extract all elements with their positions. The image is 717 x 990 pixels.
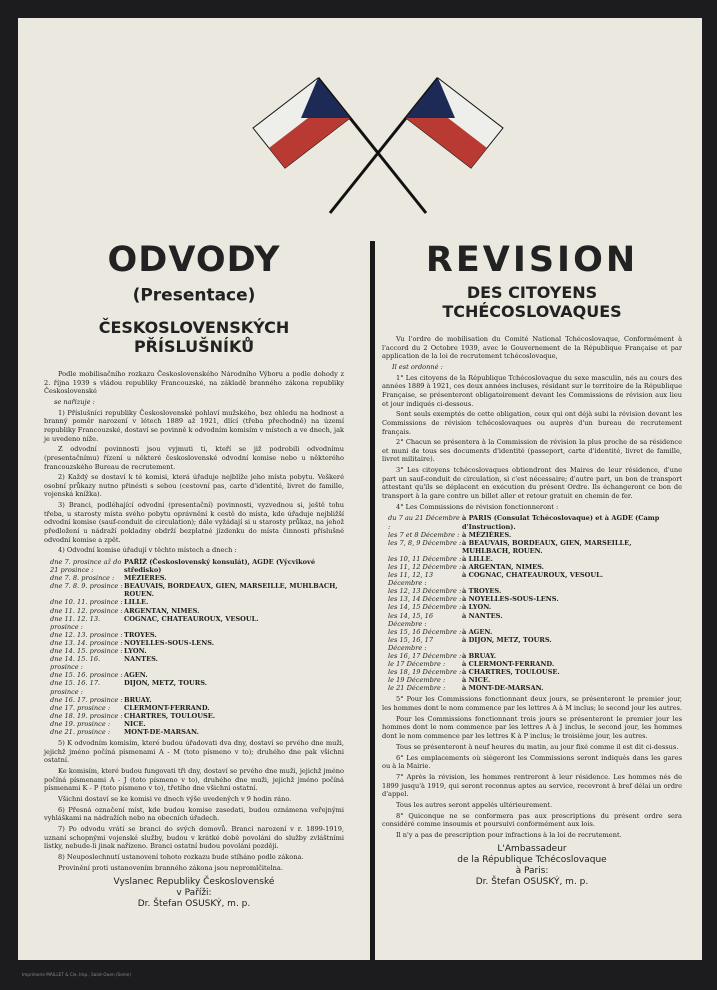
czech-signature [44,877,344,910]
czech-sig-line2: v Paříži: [176,887,212,898]
czech-location-town: DIJON, METZ, TOURS. [124,679,208,688]
czech-title-paren: (Presentace) [132,285,256,306]
czech-location-date: dne 21. prosince : [50,727,111,736]
czech-location-town: ARGENTAN, NIMES. [124,606,200,615]
czech-flag-right [406,78,503,168]
czech-location-date: dne 14. 15. 16. prosince : [50,655,101,672]
czech-p5b: Ke komisím, které budou fungovati tři dny, dostaví se prvého dne muži, jejichž jméno počíná písmenami A - J (toto písmeno v to), druhého dne muži, jejichž jméno počíná písmenami K - P (toto písmeno v to), třetího dne všichni ostatní. [44,767,344,793]
french-location-date: le 19 Décembre : [388,676,446,685]
czech-location-date: dne 18. 19. prosince : [50,711,123,720]
czech-location-town: MONT-DE-MARSAN. [124,727,199,736]
french-subtitle: DES CITOYENS TCHÉCOSLOVAQUES [442,283,622,321]
czech-location-town: CHARTRES, TOULOUSE. [124,711,216,720]
french-location-row [388,514,682,530]
czech-p5c: Všichni dostaví se ke komisi ve dnech výše uvedených v 9 hodin ráno. [58,795,292,803]
czech-p1: 1) Příslušníci republiky Československé pohlaví mužského, bez ohledu na hodnost a branný poměr narození v létech 1889 až 1921, dlící (třeba přechodně) na území republiky Francouzské, dostaví se povinně k odvodním komisím v místech a ve dnech, jak je uvedeno níže. [44,408,344,443]
french-location-row [388,563,682,571]
french-location-town: à NANTES. [462,611,503,620]
french-location-date: les 15, 16 Décembre : [388,627,462,636]
french-location-date: les 16, 17 Décembre : [388,652,462,660]
czech-subtitle: ČESKOSLOVENSKÝCH PŘÍSLUŠNÍKŮ [98,318,290,356]
czech-p5: 5) K odvodním komisím, které budou úřadovati dva dny, dostaví se prvého dne muži, jejichž jméno počíná písmenami A - M (toto písmeno v to); druhého dne pak všichni ostatní. [44,739,344,765]
french-location-town: à MONT-DE-MARSAN. [462,684,544,693]
french-p2: 2° Chacun se présentera à la Commission de révision la plus proche de sa résidence et muni de tous ses documents d'identité (passeport, carte d'identité, livret de famille, livret militaire). [382,438,682,464]
czech-title [44,240,344,313]
czech-location-town: NANTES. [124,655,158,664]
french-location-town: à LILLE. [462,554,493,563]
french-location-date: les 10, 11 Décembre : [388,554,462,563]
french-location-date: le 21 Décembre : [388,684,446,693]
french-p7: 7° Après la révision, les hommes rentreront à leur résidence. Les hommes nés de 1899 jusqu'à 1919, qui seront reconnus aptes au service, recevront à bref délai un ordre d'appel. [382,772,682,799]
czech-location-town: NICE. [124,719,146,728]
czech-location-town: COGNAC, CHATEAUROUX, VESOUL. [124,614,259,623]
french-intro: Vu l'ordre de mobilisation du Comité National Tchécoslovaque, Conformément à l'accord du 2 Octobre 1939, avec le Gouvernement de la République Française et par application de la loi de recrutement tchécoslovaque, [382,335,682,361]
french-p8b: Il n'y a pas de prescription pour infractions à la loi de recrutement. [396,831,622,840]
french-location-list [388,514,682,692]
czech-location-row [50,558,344,574]
french-location-town: à TROYES. [462,587,502,596]
french-sig-line2: de la République Tchécoslovaque [457,854,607,865]
czech-location-date: dne 14. 15. prosince : [50,647,123,656]
czech-location-town: PAŘÍŽ (Československý konsulát), AGDE (Výcvikové středisko) [124,558,316,575]
czech-title-text: ODVODY [107,240,281,280]
french-location-row [388,595,682,603]
czech-intro: Podle mobilisačního rozkazu Československého Národního Výboru a podle dohody z 2. října 1939 s vládou republiky Francouzské, na základě branného zákona republiky Československé [44,370,344,396]
czech-location-town: NOYELLES-SOUS-LENS. [124,638,215,647]
czech-location-town: AGEN. [124,671,148,680]
french-location-town: à DIJON, METZ, TOURS. [462,635,552,644]
french-title: REVISION [425,240,639,280]
czech-body [44,370,344,873]
french-location-date: les 14, 15, 16 Décembre : [388,611,434,628]
czech-location-date: dne 17. prosince : [50,703,111,712]
czech-p8b: Provinění proti ustanovením branného zákona jsou nepromlčitelna. [58,863,283,872]
czech-location-row [50,574,344,582]
french-p5: 5° Pour les Commissions fonctionnant deux jours, se présenteront le premier jour, les hommes dont le nom commence par les lettres A à M inclus; le second jour les autres. [382,695,683,713]
czech-location-row [50,647,344,655]
french-location-date: les 15, 16, 17 Décembre : [388,635,434,652]
french-location-town: à NOYELLES-SOUS-LENS. [462,595,559,604]
french-signature [382,844,682,888]
czech-sig-line3: Dr. Štefan OSUSKÝ, m. p. [137,898,251,909]
czech-location-row [50,712,344,720]
czech-location-date: dne 16. 17. prosince : [50,695,123,704]
french-location-row [388,571,682,587]
french-p1: 1° Les citoyens de la République Tchécoslovaque du sexe masculin, nés au cours des années 1889 à 1921, ces deux années incluses, résidant sur le territoire de la République Française, se présenteront obligatoirement devant les Commissions de révision aux lieu et jour indiqués ci-dessous. [382,373,682,408]
czech-location-row [50,671,344,679]
french-ordonne: Il est ordonné : [392,362,443,371]
czech-location-date: dne 7. 8. prosince : [50,574,115,583]
french-sig-line1: L'Ambassadeur [497,843,567,854]
czech-location-date: dne 11. 12. prosince : [50,606,123,615]
column-divider [370,241,375,961]
french-location-town: à AGEN. [462,627,493,636]
french-location-row [388,555,682,563]
czech-location-date: dne 12. 13. prosince : [50,630,123,639]
french-location-row [388,531,682,539]
czech-location-date: dne 11. 12. 13. prosince : [50,614,101,631]
czech-location-date: dne 13. 14. prosince : [50,638,123,647]
crossed-flags-icon [248,58,508,228]
czech-p4: 4) Odvodní komise úřadují v těchto místech a dnech : [58,546,237,555]
czech-location-row [50,582,344,598]
french-location-town: à BEAUVAIS, BORDEAUX, GIEN, MARSEILLE, MUHLBACH, ROUEN. [462,538,632,555]
czech-location-town: LYON. [124,647,147,656]
french-location-row [388,660,682,668]
czech-column [44,233,344,910]
french-location-row [388,587,682,595]
french-p1b: Sont seuls exemptés de cette obligation, ceux qui ont déjà subi la révision devant les Commissions de révision tchécoslovaques ou auprès d'un bureau de recrutement français. [382,410,682,436]
french-p3: 3° Les citoyens tchécoslovaques obtiendront des Maires de leur résidence, d'une part un sauf-conduit de circulation, si c'est nécessaire; d'autre part, un bon de transport attestant qu'ils se déplacent en exécution du présent Ordre. Ils échangeront ce bon de transport à la gare contre un billet aller et retour gratuit en chemin de fer. [382,466,682,501]
czech-flag-left [253,78,350,168]
french-location-row [388,636,682,652]
czech-location-row [50,639,344,647]
french-p7b: Tous les autres seront appelés ultérieurement. [396,800,553,809]
czech-location-row [50,696,344,704]
french-column [382,233,682,888]
czech-narizuje: se nařizuje : [54,397,95,406]
czech-location-town: BEAUVAIS, BORDEAUX, GIEN, MARSEILLE, MUHLBACH, ROUEN. [124,582,338,599]
czech-p7: 7) Po odvodu vrátí se branci do svých domovů. Branci narození v r. 1899-1919, uznaní schopnými vojenské služby, budou v krátké době povoláni do služby zvláštními lístky, nebude-li jinak nařízeno. Branci ostatní budou povoláni později. [44,825,344,851]
czech-location-date: dne 10. 11. prosince : [50,598,123,607]
french-location-date: les 13, 14 Décembre : [388,595,462,604]
czech-location-list [50,558,344,736]
printer-credit: Imprimerie MAILLET & Cie, Imp., Saint-Ouen (Seine) [22,972,131,977]
czech-location-date: dne 7. prosince až do 21 prosince : [50,558,122,575]
french-p5c: Tous se présenteront à neuf heures du matin, au jour fixé comme il est dit ci-dessus. [396,742,679,751]
czech-sig-line1: Vyslanec Republiky Československé [113,876,275,887]
french-location-row [388,539,682,555]
czech-location-date: dne 19. prosince : [50,719,111,728]
french-location-date: les 11, 12, 13 Décembre : [388,571,434,588]
czech-location-date: dne 7. 8. 9. prosince : [50,582,123,591]
czech-p2: 2) Každý se dostaví k té komisi, která úřaduje nejblíže jeho místa pobytu. Veškeré osobní průkazy nutno přinésti s sebou (cestovní pas, carte d'identité, livret de famille, vojenská knížka). [44,473,344,499]
french-location-date: les 12, 13 Décembre : [388,587,462,596]
french-body [382,335,682,840]
french-location-town: à PARIS (Consulat Tchécoslovaque) et à AGDE (Camp d'Instruction). [462,514,660,531]
french-location-date: les 14, 15 Décembre : [388,603,462,612]
french-location-town: à ARGENTAN, NIMES. [462,562,544,571]
french-location-row [388,668,682,676]
french-location-town: à NICE. [462,676,491,685]
french-location-date: les 7 et 8 Décembre : [388,530,460,539]
czech-location-row [50,679,344,695]
czech-location-town: CLERMONT-FERRAND. [124,703,210,712]
french-location-date: le 17 Décembre : [388,660,446,669]
french-location-row [388,652,682,660]
czech-location-date: dne 15. 16. prosince : [50,671,123,680]
french-location-date: les 18, 19 Décembre : [388,668,462,677]
french-location-town: à MÉZIÈRES. [462,530,512,539]
french-location-row [388,628,682,636]
czech-p6: 6) Přesná označení míst, kde budou komise zasedati, budou oznámena veřejnými vyhláškami na nádražích nebo na obecních úřadech. [44,805,344,823]
french-location-date: les 7, 8, 9 Décembre : [388,538,462,547]
czech-location-row [50,720,344,728]
czech-location-row [50,704,344,712]
czech-location-town: LILLE. [124,598,149,607]
czech-location-row [50,728,344,736]
french-p6: 6° Les emplacements où siègeront les Commissions seront indiqués dans les gares ou à la Mairie. [382,753,682,771]
czech-location-town: BRUAY. [124,695,152,704]
czech-p8: 8) Neuposlechnutí ustanovení tohoto rozkazu bude stíháno podle zákona. [58,853,304,862]
czech-location-row [50,631,344,639]
french-location-town: à CHARTRES, TOULOUSE. [462,668,560,677]
french-location-town: à CLERMONT-FERRAND. [462,660,555,669]
czech-location-row [50,607,344,615]
french-location-row [388,603,682,611]
french-location-date: les 11, 12 Décembre : [388,562,462,571]
czech-location-row [50,598,344,606]
czech-p1b: Z odvodní povinnosti jsou vyjmuti ti, kteří se již podrobili odvodnímu (presentačnímu) řízení u některé československé odvodní komise nebo u některého francouzského Bureau de recrutement. [44,445,344,471]
french-location-row [388,612,682,628]
czech-location-row [50,615,344,631]
french-p5b: Pour les Commissions fonctionnant trois jours se présenteront le premier jour les hommes dont le nom commence par les lettres A à J inclus, le second jour, les hommes dont le nom commence par les lettres K à P inclus; le troisième jour, les autres. [382,714,682,741]
french-sig-line3: à Paris: [515,865,549,876]
french-location-town: à LYON. [462,603,492,612]
french-location-date: du 7 au 21 Décembre : [388,514,460,531]
czech-location-town: TROYES. [124,630,157,639]
czech-location-town: MÉZIÈRES. [124,574,167,583]
french-p4: 4° Les Commissions de révision fonctionneront : [396,502,559,511]
czech-location-date: dne 15. 16. 17. prosince : [50,679,101,696]
french-location-town: à BRUAY. [462,652,497,660]
french-location-town: à COGNAC, CHATEAUROUX, VESOUL. [462,571,604,580]
poster [18,18,702,960]
czech-p3: 3) Branci, podléhající odvodní (presentační) povinnosti, vyzvednou si, ještě tohu třeba, u starosty místa svého pobytu oprávnění k cestě do místa, kde úřaduje nejbližší odvodní komise (sauf-conduit de circulation); dále vyžádají si u starosty průkaz, na jehož předložení u nádraží pokladny obdrží bezplatné jízdenku do místa činnosti příslušné odvodní komise a zpět. [44,501,344,544]
french-location-row [388,676,682,684]
french-sig-line4: Dr. Štefan OSUSKÝ, m. p. [475,876,589,887]
french-location-row [388,684,682,692]
czech-location-row [50,655,344,671]
french-p8: 8° Quiconque ne se conformera pas aux prescriptions du présent ordre sera considéré comme insoumis et poursuivi conformément aux lois. [382,811,682,829]
